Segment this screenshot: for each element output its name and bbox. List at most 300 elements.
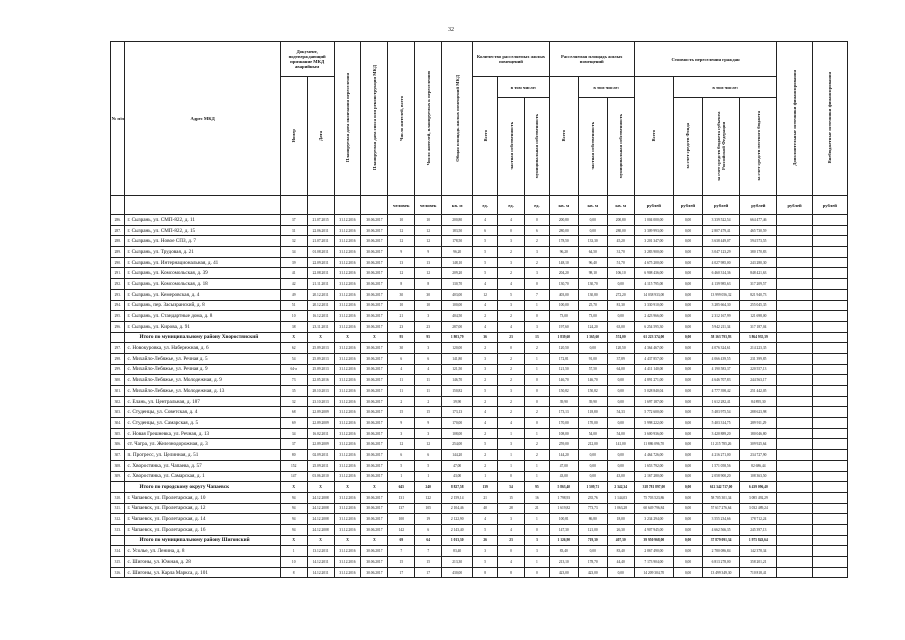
table-cell: 0,00 xyxy=(674,428,703,439)
table-cell: 30.06.2017 xyxy=(361,311,388,322)
table-row xyxy=(111,524,848,535)
page-number: 32 xyxy=(448,27,454,33)
table-cell: 30.06.2017 xyxy=(361,215,388,226)
table-cell: 244 563,17 xyxy=(740,375,777,386)
table-cell: 94 xyxy=(280,514,307,525)
table-cell: 173,13 xyxy=(442,407,473,418)
table-cell: 0,00 xyxy=(674,386,703,397)
table-cell: 1 xyxy=(524,364,549,375)
table-cell: 1 144,03 xyxy=(607,492,634,503)
table-row xyxy=(111,503,848,514)
table-cell: 5 xyxy=(388,460,415,471)
table-cell: 2 xyxy=(473,450,498,461)
table-cell: 4 066 439,55 xyxy=(702,353,739,364)
table-cell: 1 xyxy=(498,428,525,439)
table-cell: 178,50 xyxy=(442,236,473,247)
table-cell: 34 xyxy=(280,247,307,258)
table-row xyxy=(111,268,848,279)
header-area-total: Общая площадь жилых помещений МКД xyxy=(454,74,460,162)
table-cell: 197,60 xyxy=(549,321,578,332)
table-cell: 58 163 793,93 xyxy=(702,332,739,343)
table-cell: 31.12.2016 xyxy=(334,353,361,364)
table-cell: 243 280,30 xyxy=(740,257,777,268)
table-cell: 31.12.2016 xyxy=(334,247,361,258)
table-cell: 108 363,50 xyxy=(740,471,777,482)
table-cell: 5 998 222,00 xyxy=(634,418,673,429)
table-cell: 5 xyxy=(473,236,498,247)
table-cell: 4 xyxy=(498,524,525,535)
table-cell xyxy=(812,247,847,258)
table-cell: 4 xyxy=(473,215,498,226)
table-cell xyxy=(777,471,812,482)
table-cell: 15 xyxy=(415,407,442,418)
table-cell xyxy=(777,460,812,471)
table-cell: 95 xyxy=(524,482,549,493)
table-cell: 30.06.2017 xyxy=(361,375,388,386)
table-cell: 96,20 xyxy=(442,247,473,258)
subtotal-row xyxy=(111,535,848,546)
table-cell: 220 557,13 xyxy=(740,364,777,375)
table-cell: 02.09.2011 xyxy=(307,450,334,461)
table-cell: 259,00 xyxy=(549,439,578,450)
table-cell: 309 925,64 xyxy=(740,439,777,450)
table-cell: 39,90 xyxy=(549,396,578,407)
table-cell: 42 xyxy=(280,279,307,290)
table-cell: 130,70 xyxy=(442,279,473,290)
table-cell xyxy=(777,332,812,343)
table-cell: 0,00 xyxy=(674,567,703,578)
table-cell: 0 xyxy=(524,311,549,322)
table-cell: 200,80 xyxy=(549,215,578,226)
table-cell: 96,40 xyxy=(578,257,607,268)
table-cell: 30.06.2017 xyxy=(361,428,388,439)
table-cell: 318 781 897,00 xyxy=(634,482,673,493)
unit-cell: человек xyxy=(388,196,415,215)
table-cell: 21.11.2011 xyxy=(307,279,334,290)
table-cell: 141,00 xyxy=(607,439,634,450)
table-cell: 22.05.2016 xyxy=(307,375,334,386)
table-cell: 11 886 096,70 xyxy=(634,439,673,450)
table-cell: 4 190 583,37 xyxy=(702,364,739,375)
table-cell xyxy=(777,321,812,332)
table-row xyxy=(111,375,848,386)
table-cell: 3 xyxy=(415,428,442,439)
table-cell: 25.09.2013 xyxy=(307,364,334,375)
table-row xyxy=(111,396,848,407)
table-cell: 200,80 xyxy=(607,215,634,226)
table-cell: 146,70 xyxy=(578,375,607,386)
table-cell: 0,00 xyxy=(674,343,703,354)
table-cell: 2 167 280,00 xyxy=(634,471,673,482)
table-cell xyxy=(777,343,812,354)
table-cell: X xyxy=(280,535,307,546)
table-cell: 30.06.2017 xyxy=(361,514,388,525)
table-cell: 4 891 271,00 xyxy=(634,375,673,386)
table-cell: 30.06.2017 xyxy=(361,418,388,429)
table-cell: 12 xyxy=(388,236,415,247)
table-cell: 9 xyxy=(415,418,442,429)
row-address: с. Новокуровка, ул. Набережная, д. 6 xyxy=(125,343,280,354)
header-address: Адрес МКД xyxy=(125,42,280,196)
table-cell: 170,00 xyxy=(442,418,473,429)
table-cell: 148,10 xyxy=(549,257,578,268)
table-cell: 41 xyxy=(280,268,307,279)
table-cell: 3 xyxy=(498,439,525,450)
table-cell: 3 xyxy=(498,236,525,247)
row-number: 298. xyxy=(111,353,125,364)
row-number xyxy=(111,482,125,493)
table-cell: 170,00 xyxy=(578,418,607,429)
table-cell: X xyxy=(334,332,361,343)
table-cell: 3 330 910,00 xyxy=(634,300,673,311)
table-cell: 423,00 xyxy=(578,567,607,578)
table-cell: 31,70 xyxy=(607,247,634,258)
unit-cell: рублей xyxy=(777,196,812,215)
table-cell: 43,00 xyxy=(549,471,578,482)
table-cell xyxy=(777,300,812,311)
table-cell: 120,50 xyxy=(549,343,578,354)
table-cell: 0,00 xyxy=(674,353,703,364)
table-cell: 6 xyxy=(388,353,415,364)
table-cell: 31 xyxy=(280,225,307,236)
table-cell xyxy=(812,386,847,397)
table-cell: 16.12.2011 xyxy=(307,311,334,322)
table-cell: 30 xyxy=(415,289,442,300)
table-cell: 24.12.2008 xyxy=(307,503,334,514)
table-cell: 31.12.2016 xyxy=(334,300,361,311)
table-cell xyxy=(812,503,847,514)
table-cell: 139 xyxy=(473,482,498,493)
table-cell xyxy=(812,428,847,439)
row-number: 310. xyxy=(111,492,125,503)
table-cell: 11 xyxy=(388,375,415,386)
table-cell: 5 xyxy=(415,460,442,471)
table-cell: 1 697 187,00 xyxy=(634,396,673,407)
table-cell: 121 698,00 xyxy=(740,311,777,322)
table-cell: 30.06.2017 xyxy=(361,503,388,514)
table-cell: 1 975 843,64 xyxy=(740,535,777,546)
table-cell: 1 xyxy=(524,460,549,471)
table-cell: 25.09.2011 xyxy=(307,460,334,471)
table-cell: 121,50 xyxy=(549,364,578,375)
table-cell: 144,20 xyxy=(442,450,473,461)
table-cell: 178 712,24 xyxy=(740,514,777,525)
table-cell: 5 xyxy=(473,268,498,279)
table-cell: 146,70 xyxy=(549,375,578,386)
table-cell xyxy=(777,353,812,364)
table-cell: 91,00 xyxy=(578,353,607,364)
table-cell: 10 xyxy=(388,215,415,226)
table-cell: 23.10.2013 xyxy=(307,396,334,407)
table-cell: 2 867 490,00 xyxy=(634,546,673,557)
table-cell: 2 058 900,20 xyxy=(702,471,739,482)
table-cell: 5 xyxy=(473,257,498,268)
header-cost-fund: за счет средств Фонда xyxy=(685,123,691,169)
header-cost-regional: за счет средств бюджета субъекта Российской Федерации xyxy=(716,111,727,181)
table-cell: 13 xyxy=(524,332,549,343)
row-address: г. Чапаевск, ул. Пролетарская, д. 16 xyxy=(125,524,280,535)
table-cell: 172,81 xyxy=(549,353,578,364)
table-cell: 2 xyxy=(498,247,525,258)
table-cell xyxy=(812,300,847,311)
table-cell: 121,50 xyxy=(442,364,473,375)
table-cell: 0,00 xyxy=(607,386,634,397)
table-cell: 15 xyxy=(498,492,525,503)
table-cell: 5 772 600,00 xyxy=(634,407,673,418)
table-cell: 180 046,80 xyxy=(740,428,777,439)
table-cell: 31.12.2016 xyxy=(334,225,361,236)
table-cell: 9 xyxy=(415,247,442,258)
table-cell xyxy=(777,482,812,493)
table-cell: 130,70 xyxy=(578,279,607,290)
table-cell: 2 xyxy=(473,375,498,386)
row-address: с. Михайло-Лебяжье, ул. Речная д. 9 xyxy=(125,364,280,375)
table-cell: 0 xyxy=(524,279,549,290)
table-cell: 2 xyxy=(498,268,525,279)
table-cell: 13.12.2011 xyxy=(307,546,334,557)
table-cell: 773,73 xyxy=(578,503,607,514)
table-cell: 83,40 xyxy=(442,546,473,557)
row-number: 312. xyxy=(111,514,125,525)
table-cell: 23.11.2011 xyxy=(307,321,334,332)
table-cell: 95 xyxy=(415,332,442,343)
table-cell: 15 xyxy=(415,557,442,568)
table-cell: 21.07.2015 xyxy=(307,215,334,226)
table-cell: 0 xyxy=(524,386,549,397)
table-cell: 2 xyxy=(498,364,525,375)
table-cell: 28.10.2013 xyxy=(307,386,334,397)
table-cell: 31.12.2016 xyxy=(334,236,361,247)
row-number: 297. xyxy=(111,343,125,354)
table-cell: 0,00 xyxy=(674,557,703,568)
table-cell xyxy=(777,557,812,568)
table-row xyxy=(111,236,848,247)
table-cell: 2 xyxy=(524,236,549,247)
table-cell: 14 209 304,70 xyxy=(634,567,673,578)
table-cell: 254,00 xyxy=(442,439,473,450)
table-row xyxy=(111,492,848,503)
table-row xyxy=(111,439,848,450)
table-cell: 1 xyxy=(473,471,498,482)
table-cell: 31.12.2016 xyxy=(334,428,361,439)
table-cell: 0,00 xyxy=(578,450,607,461)
table-cell: 3 309 993,00 xyxy=(634,225,673,236)
row-address: Итого по городскому округу Чапаевск xyxy=(125,482,280,493)
header-extra-sources: Дополнительные источники финансирования xyxy=(792,70,798,166)
table-cell: 5 403 314,75 xyxy=(702,418,739,429)
row-number: 306. xyxy=(111,439,125,450)
table-cell: 664 477,46 xyxy=(740,215,777,226)
table-cell: 0,00 xyxy=(674,396,703,407)
table-cell: 100,00 xyxy=(549,300,578,311)
table-cell: 848 421,63 xyxy=(740,268,777,279)
row-address: Итого по муниципальному району Хворостянский xyxy=(125,332,280,343)
table-cell: 1 xyxy=(280,546,307,557)
table-cell: 0 xyxy=(524,524,549,535)
row-number: 309. xyxy=(111,471,125,482)
table-cell: 106,10 xyxy=(607,268,634,279)
table-cell: 31.12.2016 xyxy=(334,546,361,557)
table-cell: X xyxy=(361,482,388,493)
table-cell: 30.06.2017 xyxy=(361,460,388,471)
table-row xyxy=(111,428,848,439)
table-cell xyxy=(812,311,847,322)
row-number: 308. xyxy=(111,460,125,471)
unit-cell: ед. xyxy=(473,196,498,215)
table-cell: 0 xyxy=(498,343,525,354)
table-cell: 39,90 xyxy=(442,396,473,407)
table-cell: 21 xyxy=(388,311,415,322)
table-cell: 4 464 726,00 xyxy=(634,450,673,461)
table-cell: 0,00 xyxy=(674,332,703,343)
table-cell: 3 xyxy=(388,428,415,439)
table-cell: 30.06.2017 xyxy=(361,300,388,311)
table-cell: 11 xyxy=(415,375,442,386)
table-cell: 30.06.2017 xyxy=(361,289,388,300)
header-area-sub-total: Всего xyxy=(561,129,567,142)
table-cell: 1 xyxy=(524,514,549,525)
table-cell: 31.12.2016 xyxy=(334,364,361,375)
table-cell: 9 xyxy=(388,418,415,429)
table-cell: 30.06.2017 xyxy=(361,268,388,279)
row-address: с. Студенцы, ул. Советская, д. 4 xyxy=(125,407,280,418)
table-cell: 57 617 276,64 xyxy=(702,503,739,514)
header-rooms-municipal: муниципальная собственность xyxy=(534,113,540,179)
row-address: г. Сызрань, ул. Стандартные дома, д. 8 xyxy=(125,311,280,322)
table-cell xyxy=(777,407,812,418)
header-planned-resettle-date: Планируемая дата окончания переселения xyxy=(345,73,350,163)
table-cell: 9 xyxy=(388,247,415,258)
header-area-municipal: муниципальная собственность xyxy=(618,113,624,179)
table-cell: 4 027 985,00 xyxy=(702,257,739,268)
table-cell: 81,30 xyxy=(607,300,634,311)
table-cell: 4 xyxy=(473,407,498,418)
table-cell: 3 420 889,20 xyxy=(702,428,739,439)
table-cell: 4 xyxy=(498,215,525,226)
table-cell: 380 170,83 xyxy=(740,247,777,258)
table-cell xyxy=(777,428,812,439)
table-cell: 0,00 xyxy=(674,268,703,279)
table-cell: 12 xyxy=(388,225,415,236)
table-cell: 21 xyxy=(473,492,498,503)
table-cell: 3 xyxy=(473,364,498,375)
table-cell: 645 xyxy=(388,482,415,493)
table-cell: 20.12.2011 xyxy=(307,289,334,300)
row-number: 295. xyxy=(111,311,125,322)
table-cell: 4 437 857,00 xyxy=(634,353,673,364)
table-cell xyxy=(777,375,812,386)
table-cell: 32 xyxy=(280,236,307,247)
table-cell: 1 365,60 xyxy=(578,332,607,343)
table-cell: 3 xyxy=(498,257,525,268)
table-cell: 5 xyxy=(473,247,498,258)
table-cell: 86,80 xyxy=(578,514,607,525)
table-cell: 51 xyxy=(280,300,307,311)
table-cell xyxy=(812,289,847,300)
row-address: с. Елань, ул. Центральная, д. 187 xyxy=(125,396,280,407)
row-address: г. Сызрань, пер. Засызранский, д. 8 xyxy=(125,300,280,311)
header-rooms-count: Количество расселяемых жилых помещений xyxy=(473,42,550,77)
table-cell: 0,00 xyxy=(607,396,634,407)
table-cell: 1 619,82 xyxy=(549,503,578,514)
table-cell: 4 xyxy=(498,418,525,429)
table-cell xyxy=(812,225,847,236)
row-number: 316. xyxy=(111,567,125,578)
table-cell: 31.12.2016 xyxy=(334,503,361,514)
table-cell: 2 xyxy=(524,439,549,450)
unit-cell: рублей xyxy=(740,196,777,215)
table-cell: 31.12.2016 xyxy=(334,268,361,279)
row-address: с. Михайло-Лебяжье, ул. Молодежная, д. 9 xyxy=(125,375,280,386)
table-cell: 0 xyxy=(498,546,525,557)
table-cell: 37 xyxy=(280,215,307,226)
table-cell: 24.12.2008 xyxy=(307,514,334,525)
table-cell: 4 364 467,00 xyxy=(634,343,673,354)
table-cell xyxy=(812,268,847,279)
table-cell: 64,00 xyxy=(607,364,634,375)
row-number: 303. xyxy=(111,407,125,418)
table-cell: 12 xyxy=(415,268,442,279)
table-row xyxy=(111,353,848,364)
table-cell: 73,00 xyxy=(578,311,607,322)
table-cell: 5 942 211,34 xyxy=(702,321,739,332)
table-cell: 213,30 xyxy=(442,557,473,568)
table-cell: 183,50 xyxy=(442,225,473,236)
table-cell: 12 xyxy=(388,268,415,279)
unit-cell: рублей xyxy=(812,196,847,215)
table-cell: 60 649 796,84 xyxy=(634,503,673,514)
table-cell: 45,20 xyxy=(607,236,634,247)
table-cell xyxy=(812,471,847,482)
table-cell: 0,00 xyxy=(674,471,703,482)
row-number: 315. xyxy=(111,557,125,568)
table-cell: 31.12.2016 xyxy=(334,396,361,407)
table-cell: 47,00 xyxy=(442,460,473,471)
table-cell: 0,00 xyxy=(674,225,703,236)
table-cell: X xyxy=(334,482,361,493)
table-cell: 31.12.2016 xyxy=(334,321,361,332)
table-cell: 31.12.2016 xyxy=(334,279,361,290)
table-row xyxy=(111,386,848,397)
table-cell: 0,00 xyxy=(674,257,703,268)
table-row xyxy=(111,247,848,258)
table-cell: 16.02.2011 xyxy=(307,428,334,439)
table-cell xyxy=(777,268,812,279)
table-cell: 1 839,60 xyxy=(549,332,578,343)
table-cell: 404,50 xyxy=(442,311,473,322)
table-cell: 44,40 xyxy=(607,557,634,568)
table-cell: 0,00 xyxy=(674,289,703,300)
table-cell: 8 xyxy=(415,279,442,290)
header-area-including: в том числе: xyxy=(578,77,634,98)
table-cell xyxy=(812,396,847,407)
table-cell: 31.12.2016 xyxy=(334,567,361,578)
table-cell xyxy=(812,514,847,525)
table-cell: 28 xyxy=(498,503,525,514)
table-cell: 0,00 xyxy=(674,524,703,535)
table-cell: 272,20 xyxy=(607,289,634,300)
table-cell: 3 xyxy=(415,311,442,322)
unit-cell: человек xyxy=(415,196,442,215)
table-cell: 137 xyxy=(388,503,415,514)
header-doc-number: Номер xyxy=(291,128,297,143)
header-residents-total: Число жителей, всего xyxy=(398,95,404,141)
table-cell: 3 085 492,29 xyxy=(740,492,777,503)
table-cell xyxy=(812,332,847,343)
table-cell: 142 xyxy=(388,524,415,535)
row-address: с. Михайло-Лебяжье, ул. Молодежная, д. 13 xyxy=(125,386,280,397)
table-cell: 83,40 xyxy=(549,546,578,557)
